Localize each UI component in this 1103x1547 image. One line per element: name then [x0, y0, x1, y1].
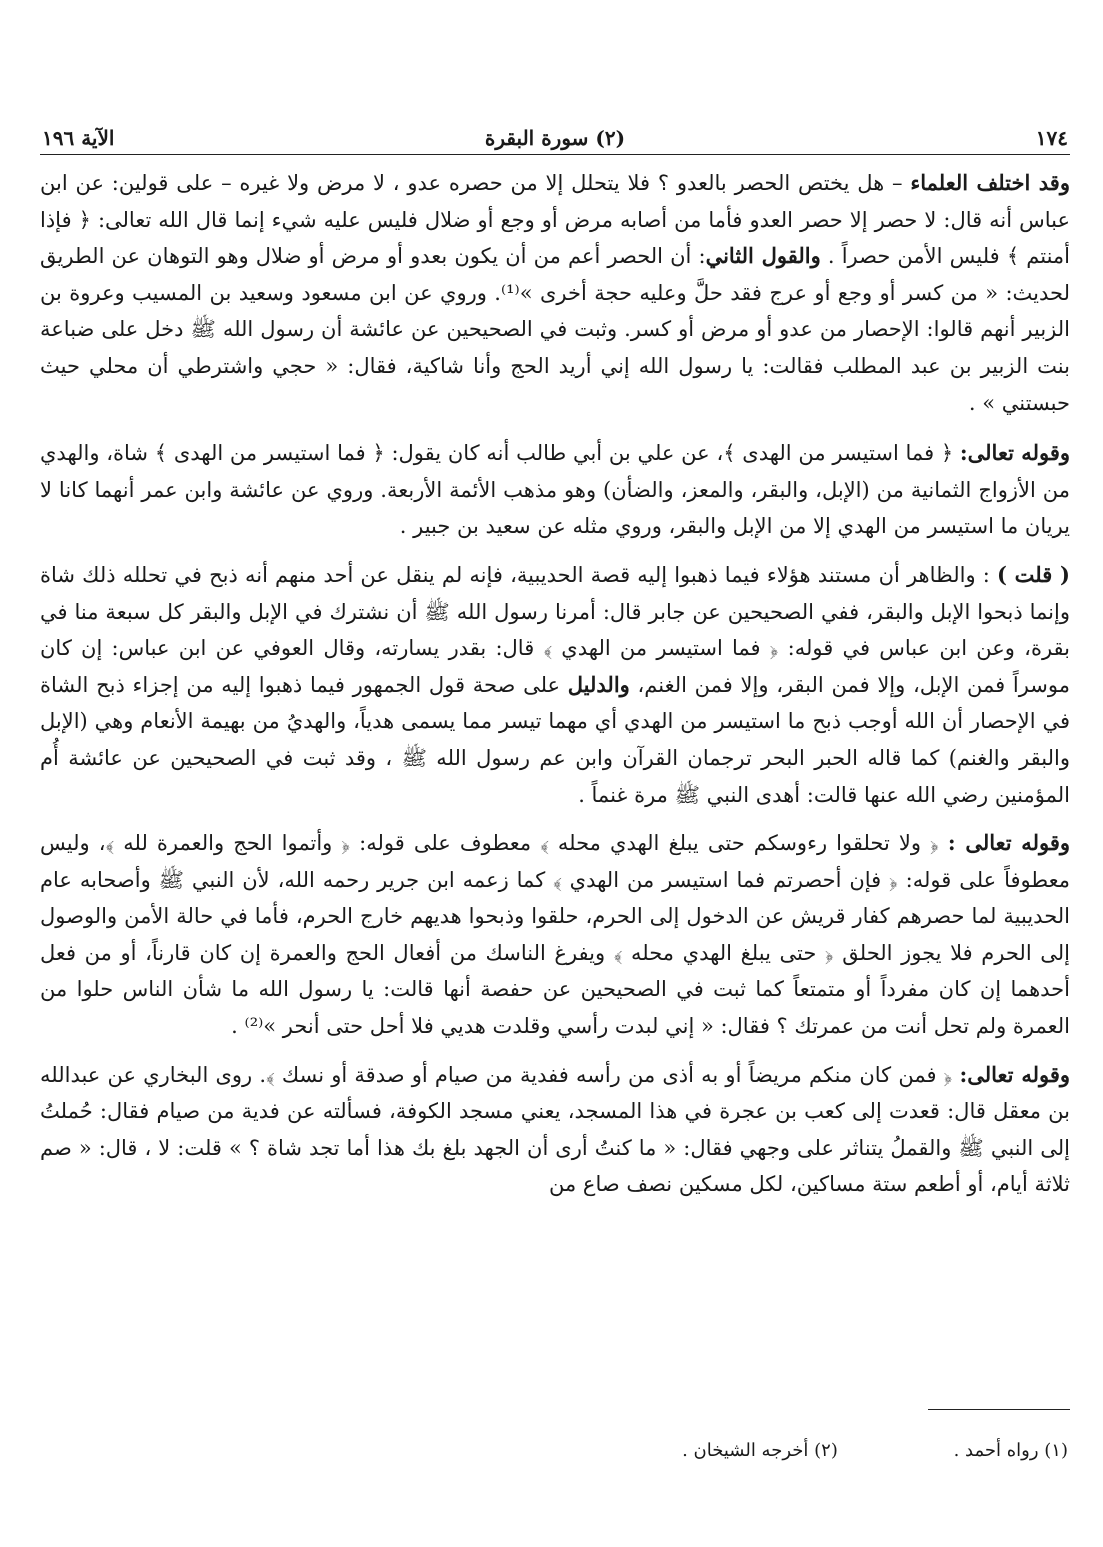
paragraph-text: ﴿ ولا تحلقوا رءوسكم حتى يبلغ الهدي محله ﴾ معطوف على قوله: ﴿ وأتموا الحج والعمرة لله ﴾، وليس معطوفاً على قوله: ﴿ فإن أحصرتم فما استيسر من الهدي ﴾ كما زعمه ابن جرير رحمه الله، لأن النبي ﷺ وأصحابه عام الحديبية لما حصرهم كفار قريش عن الدخول إلى الحرم، حلقوا وذبحوا هديهم خارج الحرم، فأما في حالة الأمن والوصول إلى الحرم فلا يجوز الحلق ﴿ حتى يبلغ الهدي محله ﴾ ويفرغ الناسك من أفعال الحج والعمرة إن كان قارناً، أو من فعل أحدهما إن كان مفرداً أو متمتعاً كما ثبت في الصحيحين عن حفصة أنها قالت: يا رسول الله ما شأن الناس حلوا من العمرة ولم تحل أنت من عمرتك ؟ فقال: « إني لبدت رأسي وقلدت هديي فلا أحل حتى أنحر »⁽²⁾ . [40, 831, 1070, 1039]
paragraph-lead: وقوله تعالى: [959, 1061, 1071, 1087]
footnote-rule [928, 1409, 1070, 1410]
running-header [40, 118, 1070, 152]
paragraph-lead: والدليل [567, 671, 630, 697]
aya-label: الآية ١٩٦ [42, 126, 115, 150]
paragraph-text: ﴿ فما استيسر من الهدى ﴾، عن علي بن أبي طالب أنه كان يقول: ﴿ فما استيسر من الهدى ﴾ شاة، والهدي من الأزواج الثمانية من (الإبل، والبقر، والمعز، والضأن) وهو مذهب الأئمة الأربعة. وروي عن عائشة وابن عمر أنهما كانا لا يريان ما استيسر من الهدي إلا من الإبل والبقر، وروي مثله عن سعيد بن جبير . [40, 441, 1070, 539]
paragraph-halq [40, 825, 1070, 1045]
header-rule [40, 154, 1070, 155]
paragraph-lead: ( قلت ) [996, 561, 1070, 587]
sura-title: (٢) سورة البقرة [484, 126, 626, 150]
paragraph-text: ﴿ فمن كان منكم مريضاً أو به أذى من رأسه ففدية من صيام أو صدقة أو نسك ﴾. روى البخاري عن عبدالله بن معقل قال: قعدت إلى كعب بن عجرة في هذا المسجد، يعني مسجد الكوفة، فسألته عن فدية من صيام فقال: حُملتُ إلى النبي ﷺ والقملُ يتناثر على وجهي فقال: « ما كنتُ أرى أن الجهد بلغ بك هذا أما تجد شاة ؟ » قلت: لا ، قال: « صم ثلاثة أيام، أو أطعم ستة مساكين، لكل مسكين نصف صاع من [40, 1062, 1070, 1197]
footnote-2: (٢) أخرجه الشيخان . [682, 1440, 838, 1461]
book-page [40, 118, 1070, 1518]
paragraph-text: – هل يختص الحصر بالعدو ؟ فلا يتحلل إلا من حصره عدو ، لا مرض ولا غيره – على قولين: عن ابن عباس أنه قال: لا حصر إلا حصر العدو فأما من أصابه مرض أو وجع أو ضلال فليس عليه شيء إنما قال الله تعالى: ﴿ فإذا أمنتم ﴾ فليس الأمن حصراً . [40, 171, 1070, 269]
paragraph-lead: وقوله تعالى : [947, 830, 1070, 856]
paragraph-lead: وقوله تعالى: [959, 440, 1070, 466]
paragraph-text: : أن الحصر أعم من أن يكون بعدو أو مرض أو ضلال وهو التوهان عن الطريق لحديث: « من كسر أو وجع أو عرج فقد حلَّ وعليه حجة أخرى »⁽¹⁾. وروي عن ابن مسعود وسعيد بن المسيب وعروة بن الزبير أنهم قالوا: الإحصار من عدو أو مرض أو كسر. وثبت في الصحيحين عن عائشة أن رسول الله ﷺ دخل على ضباعة بنت الزبير بن عبد المطلب فقالت: يا رسول الله إني أريد الحج وأنا شاكية، فقال: « حجي واشترطي أن محلي حيث حبستني » . [40, 244, 1070, 415]
paragraph-hady [40, 435, 1070, 545]
paragraph-text: على صحة قول الجمهور فيما ذهبوا إليه من إجزاء ذبح الشاة في الإحصار أن الله أوجب ذبح ما استيسر من الهدي أي مهما تيسر مما يسمى هدياً، والهديُ من بهيمة الأنعام وهي (الإبل والبقر والغنم) كما قاله الحبر البحر ترجمان القرآن وابن عم رسول الله ﷺ ، وقد ثبت في الصحيحين عن عائشة أُم المؤمنين رضي الله عنها قالت: أهدى النبي ﷺ مرة غنماً . [40, 672, 1070, 807]
footnotes [682, 1440, 1068, 1461]
paragraph-lead: وقد اختلف العلماء [910, 170, 1070, 195]
paragraph-fidya [40, 1057, 1070, 1203]
paragraph-hasr [40, 165, 1070, 421]
paragraph-text: : والظاهر أن مستند هؤلاء فيما ذهبوا إليه قصة الحديبية، فإنه لم ينقل عن أحد منهم أنه ذبح في تحلله ذلك شاة وإنما ذبحوا الإبل والبقر، ففي الصحيحين عن جابر قال: أمرنا رسول الله ﷺ أن نشترك في الإبل والبقر كل سبعة منا في بقرة، وعن ابن عباس في قوله: ﴿ فما استيسر من الهدي ﴾ قال: بقدر يسارته، وقال العوفي عن ابن عباس: إن كان موسراً فمن الإبل، وإلا فمن البقر، وإلا فمن الغنم، [40, 562, 1070, 697]
paragraph-lead: والقول الثاني [705, 243, 821, 269]
paragraph-qult [40, 557, 1070, 813]
footnote-1: (١) رواه أحمد . [953, 1440, 1068, 1461]
page-number: ١٧٤ [1035, 126, 1068, 150]
